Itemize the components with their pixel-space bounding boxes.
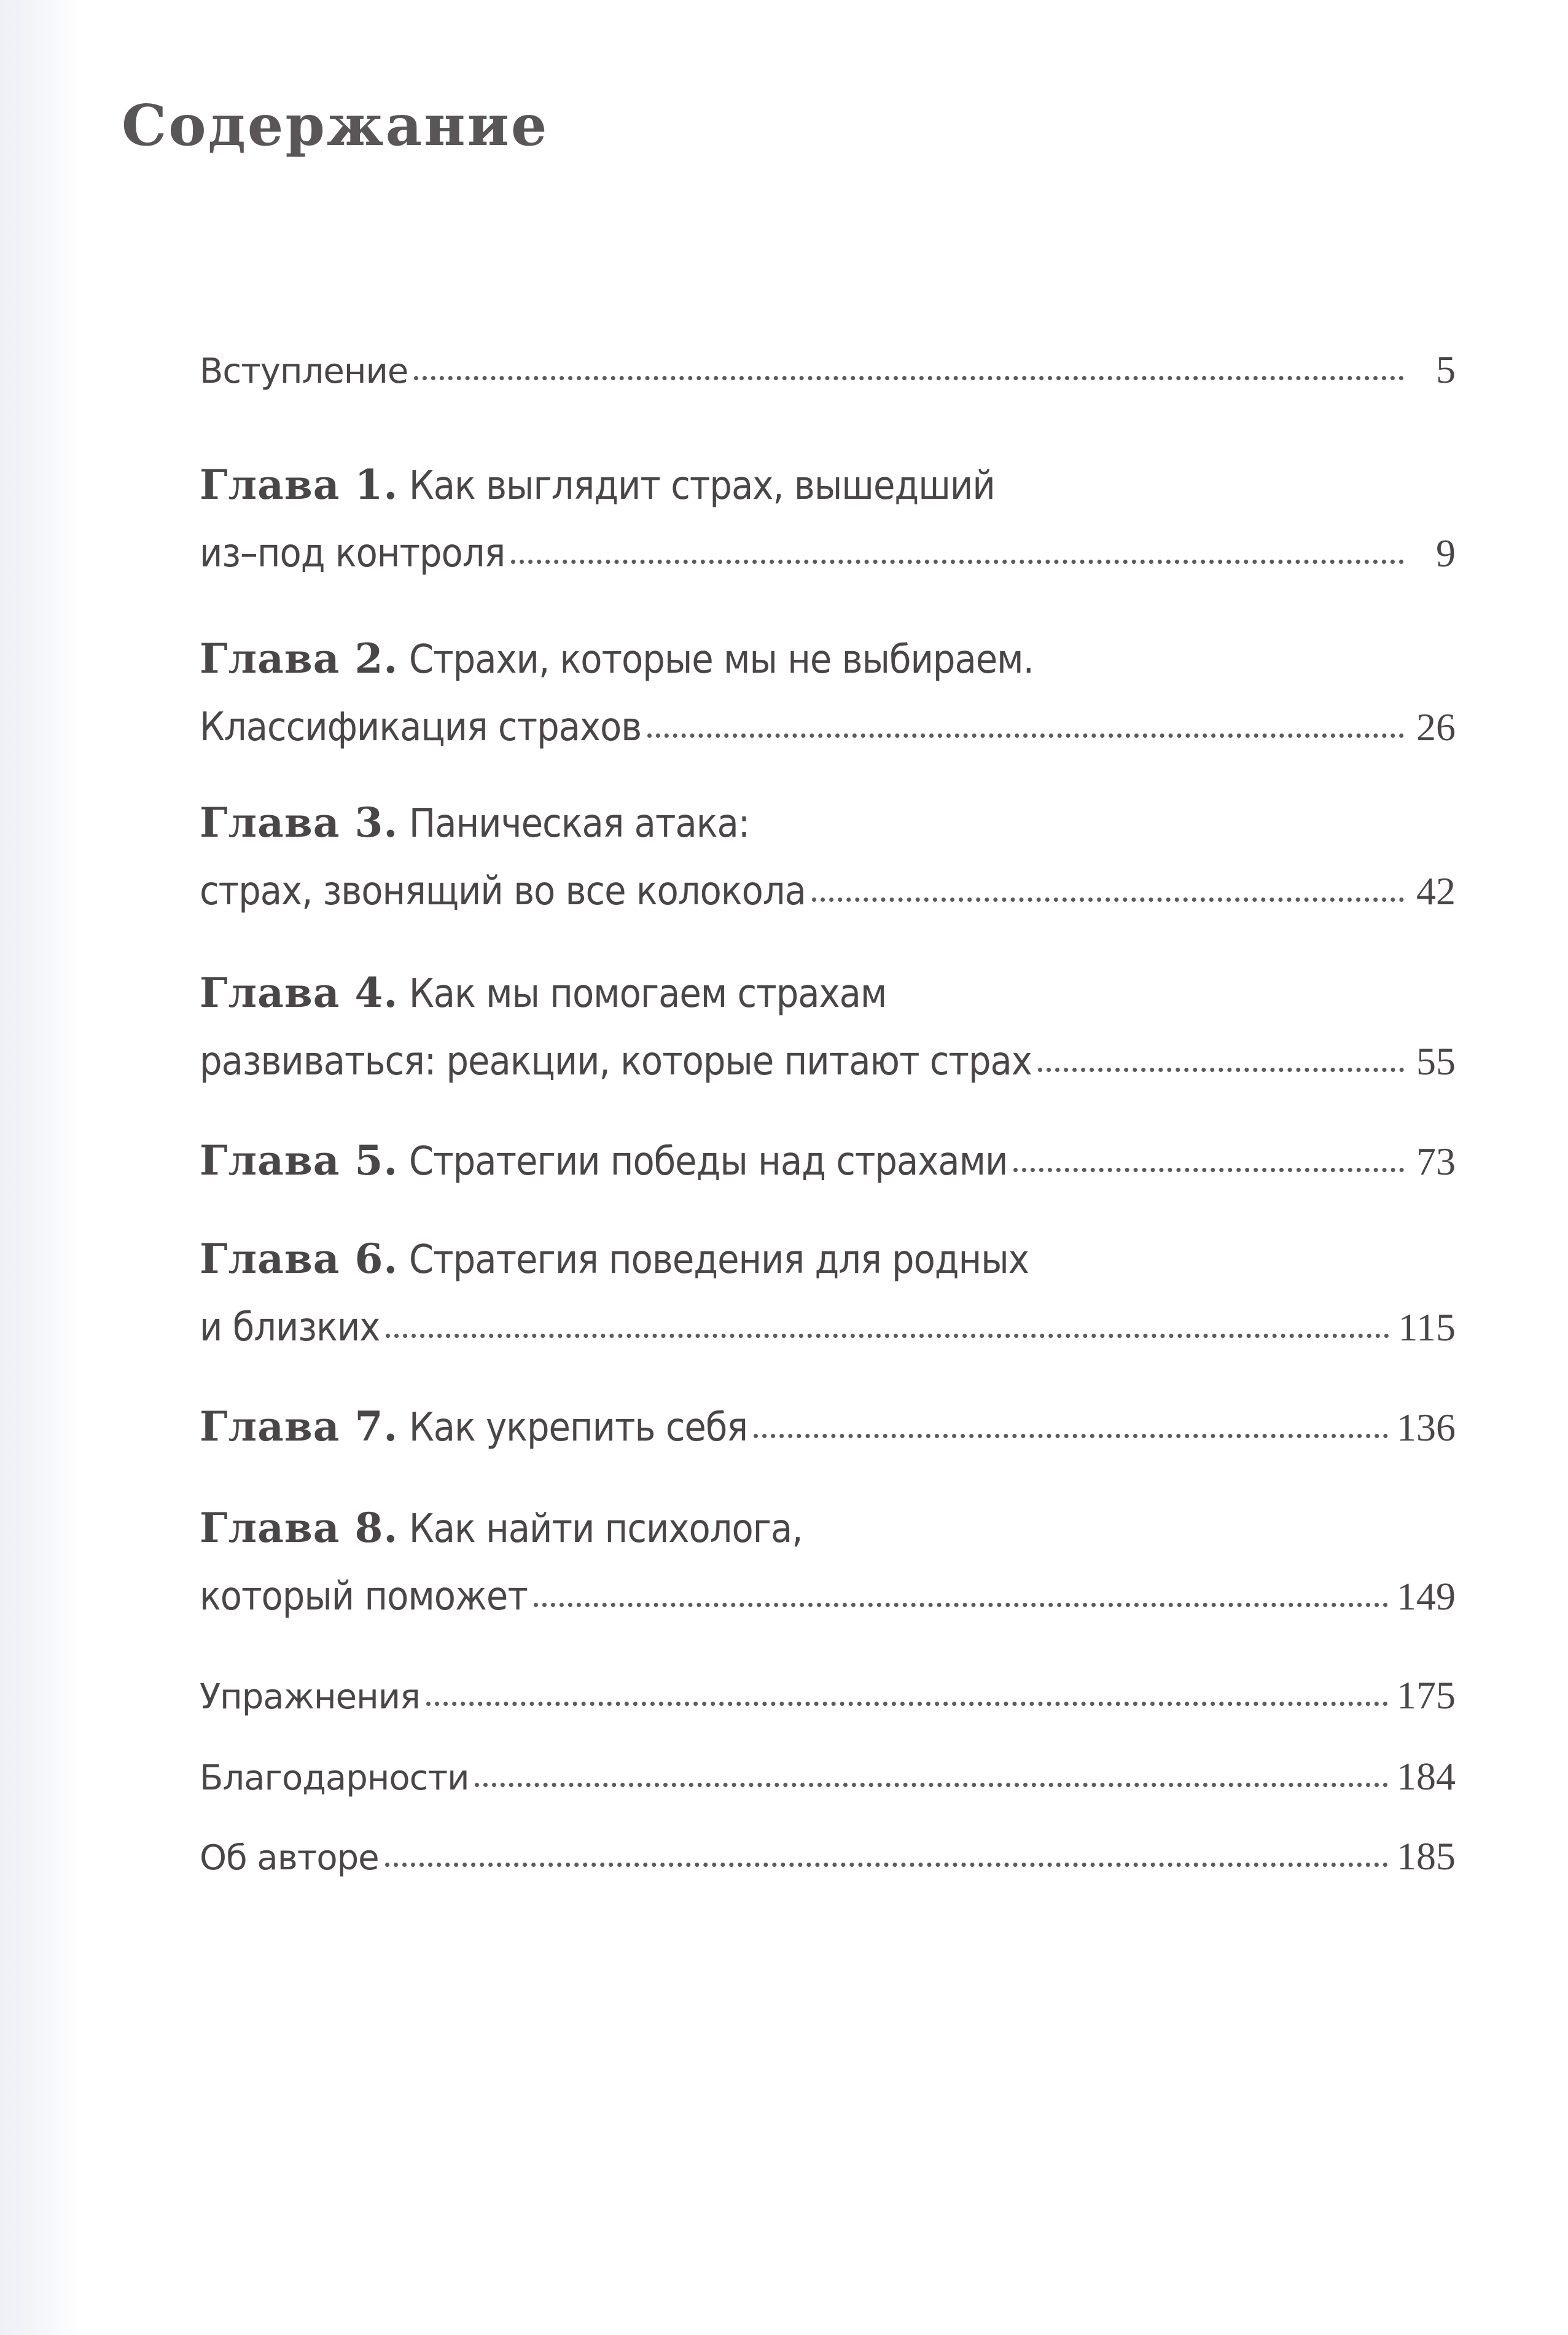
dot-leader — [647, 733, 1404, 738]
toc-entry-label: Благодарности — [200, 1758, 469, 1798]
toc-entry-label: Об авторе — [200, 1838, 379, 1878]
toc-entry-chapter-2[interactable] — [200, 635, 1456, 750]
chapter-title-line-2: страх, звонящий во все колокола — [200, 869, 806, 914]
toc-entry-chapter-1[interactable] — [200, 461, 1456, 576]
toc-entry-exercises[interactable] — [200, 1673, 1456, 1717]
toc-page-number: 9 — [1436, 531, 1456, 575]
chapter-title-line-1: Как выглядит страх, вышедший — [408, 463, 995, 509]
dot-leader — [426, 1702, 1388, 1706]
toc-page-number: 26 — [1416, 705, 1456, 749]
toc-entry-introduction[interactable] — [200, 350, 1456, 389]
toc-page-number: 55 — [1416, 1039, 1456, 1083]
toc-page-number: 175 — [1397, 1673, 1456, 1717]
dot-leader — [812, 898, 1404, 902]
chapter-number: Глава 3. — [200, 799, 399, 847]
toc-entry-chapter-6[interactable] — [200, 1235, 1456, 1350]
chapter-title-line-1: Стратегия поведения для родных — [408, 1237, 1029, 1283]
toc-page-number: 115 — [1398, 1305, 1456, 1349]
dot-leader — [534, 1603, 1388, 1607]
chapter-number: Глава 5. — [200, 1136, 399, 1184]
toc-entry-label: Вступление — [200, 351, 408, 391]
toc-page-number: 136 — [1397, 1406, 1456, 1449]
chapter-number: Глава 1. — [200, 461, 399, 509]
chapter-title-line-2: и близких — [200, 1305, 380, 1350]
toc-page-number: 73 — [1416, 1140, 1456, 1183]
toc-page-number: 42 — [1416, 869, 1456, 913]
chapter-number: Глава 8. — [200, 1504, 399, 1552]
toc-entry-chapter-7[interactable] — [200, 1402, 1456, 1450]
chapter-number: Глава 2. — [200, 635, 399, 683]
toc-entry-acknowledgements[interactable] — [200, 1754, 1456, 1798]
chapter-number: Глава 6. — [200, 1235, 399, 1283]
chapter-title-line-1: Как укрепить себя — [408, 1405, 747, 1450]
dot-leader — [385, 1863, 1388, 1867]
chapter-number: Глава 4. — [200, 969, 399, 1017]
chapter-number: Глава 7. — [200, 1402, 399, 1450]
toc-page-number: 184 — [1397, 1754, 1456, 1798]
dot-leader — [1013, 1168, 1404, 1172]
chapter-title-line-2: Классификация страхов — [200, 705, 642, 750]
chapter-title-line-1: Как мы помогаем страхам — [408, 971, 887, 1017]
chapter-title-line-2: который поможет — [200, 1574, 528, 1619]
chapter-title-line-2: развиваться: реакции, которые питают страх — [200, 1039, 1032, 1084]
dot-leader — [414, 376, 1404, 380]
toc-entry-label: Упражнения — [200, 1677, 420, 1717]
chapter-title-line-2: из–под контроля — [200, 531, 505, 576]
chapter-title-line-1: Страхи, которые мы не выбираем. — [408, 637, 1034, 683]
toc-entry-chapter-8[interactable] — [200, 1504, 1456, 1619]
chapter-title-line-1: Стратегии победы над страхами — [408, 1139, 1008, 1184]
page-edge-shadow — [0, 0, 80, 2335]
chapter-title-line-1: Паническая атака: — [408, 801, 750, 847]
dot-leader — [386, 1334, 1389, 1338]
page-title: Содержание — [122, 92, 549, 158]
dot-leader — [475, 1783, 1388, 1787]
dot-leader — [511, 560, 1404, 564]
dot-leader — [1038, 1068, 1404, 1072]
toc-entry-chapter-5[interactable] — [200, 1136, 1456, 1184]
toc-page-number: 149 — [1397, 1574, 1456, 1618]
toc-entry-chapter-4[interactable] — [200, 969, 1456, 1084]
toc-entry-about-author[interactable] — [200, 1834, 1456, 1878]
toc-page-number: 185 — [1397, 1834, 1456, 1878]
chapter-title-line-1: Как найти психолога, — [408, 1506, 803, 1552]
dot-leader — [754, 1434, 1388, 1438]
toc-entry-chapter-3[interactable] — [200, 799, 1456, 914]
toc-page-number: 5 — [1436, 348, 1456, 391]
